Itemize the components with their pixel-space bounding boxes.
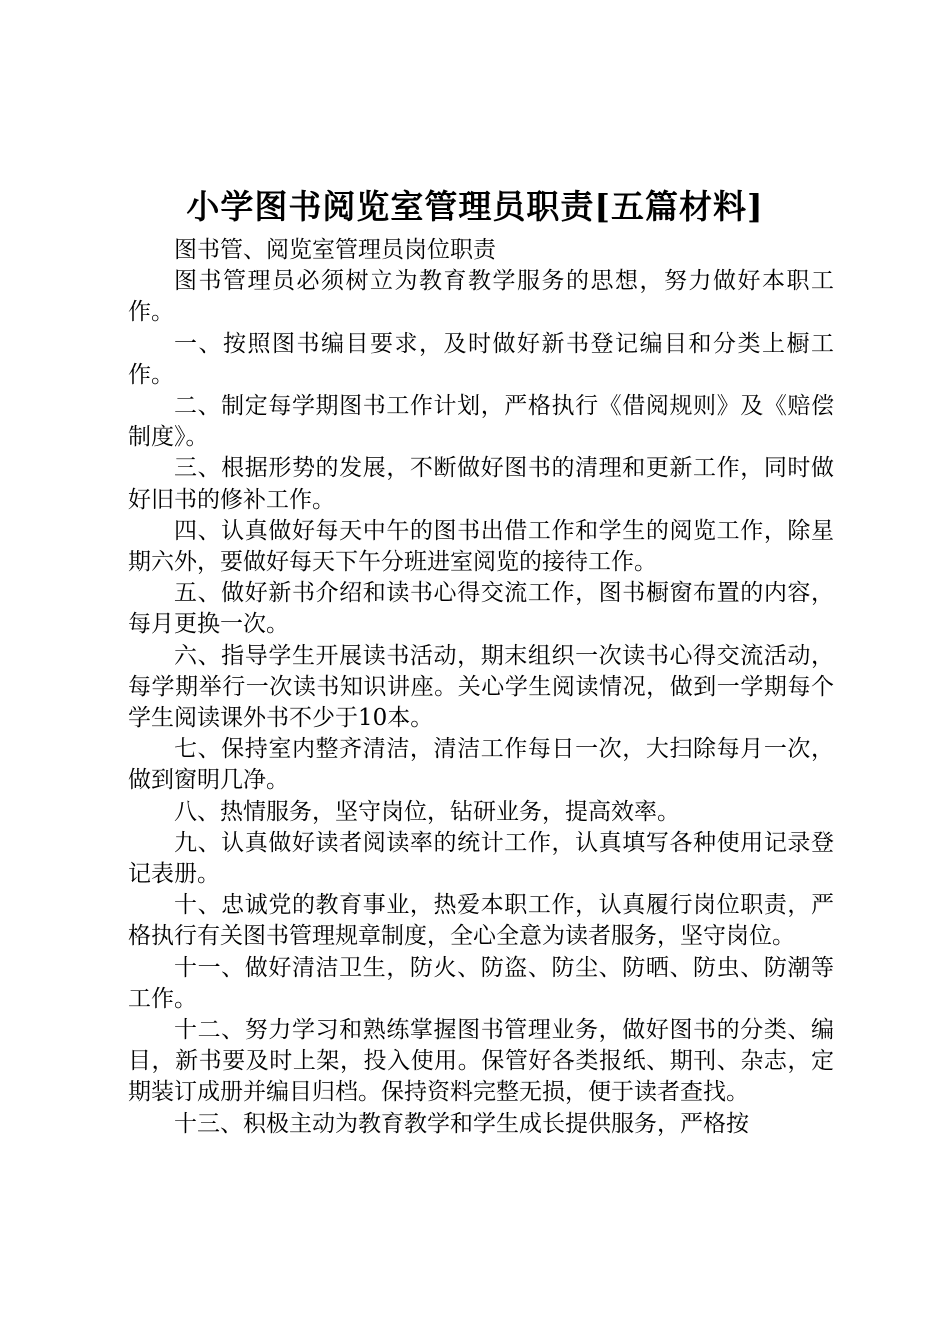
duty-item-7: 七、保持室内整齐清洁，清洁工作每日一次，大扫除每月一次，做到窗明几净。 — [128, 736, 834, 794]
duty-item-3: 三、根据形势的发展，不断做好图书的清理和更新工作，同时做好旧书的修补工作。 — [128, 455, 834, 513]
duty-item-13: 十三、积极主动为教育教学和学生成长提供服务，严格按 — [174, 1110, 749, 1137]
duty-item-12: 十二、努力学习和熟练掌握图书管理业务，做好图书的分类、编目，新书要及时上架，投入使用。保管好各类报纸、期刊、杂志，定期装订成册并编目归档。保持资料完整无损，便于读者查找。 — [128, 1017, 834, 1106]
document-body — [128, 235, 834, 1140]
duty-item-9: 九、认真做好读者阅读率的统计工作，认真填写各种使用记录登记表册。 — [128, 829, 834, 888]
paragraph-intro: 图书管理员必须树立为教育教学服务的思想，努力做好本职工作。 — [128, 268, 834, 326]
document-title: 小学图书阅览室管理员职责[五篇材料] — [186, 187, 764, 226]
duty-item-5: 五、做好新书介绍和读书心得交流工作，图书橱窗布置的内容，每月更换一次。 — [128, 580, 834, 638]
duty-item-10: 十、忠诚党的教育事业，热爱本职工作，认真履行岗位职责，严格执行有关图书管理规章制度，全心全意为读者服务，坚守岗位。 — [128, 892, 834, 950]
section-heading: 图书管、阅览室管理员岗位职责 — [174, 237, 496, 263]
duty-item-2: 二、制定每学期图书工作计划，严格执行《借阅规则》及《赔偿制度》。 — [128, 393, 834, 451]
duty-item-6: 六、指导学生开展读书活动，期末组织一次读书心得交流活动，每学期举行一次读书知识讲座。关心学生阅读情况，做到一学期每个学生阅读课外书不少于10本。 — [128, 642, 834, 732]
duty-item-11: 十一、做好清洁卫生，防火、防盗、防尘、防晒、防虫、防潮等工作。 — [128, 954, 834, 1012]
duty-item-1: 一、按照图书编目要求，及时做好新书登记编目和分类上橱工作。 — [128, 330, 834, 388]
duty-item-8: 八、热情服务，坚守岗位，钻研业务，提高效率。 — [174, 798, 680, 825]
duty-item-4: 四、认真做好每天中午的图书出借工作和学生的阅览工作，除星期六外，要做好每天下午分班进室阅览的接待工作。 — [128, 517, 834, 576]
